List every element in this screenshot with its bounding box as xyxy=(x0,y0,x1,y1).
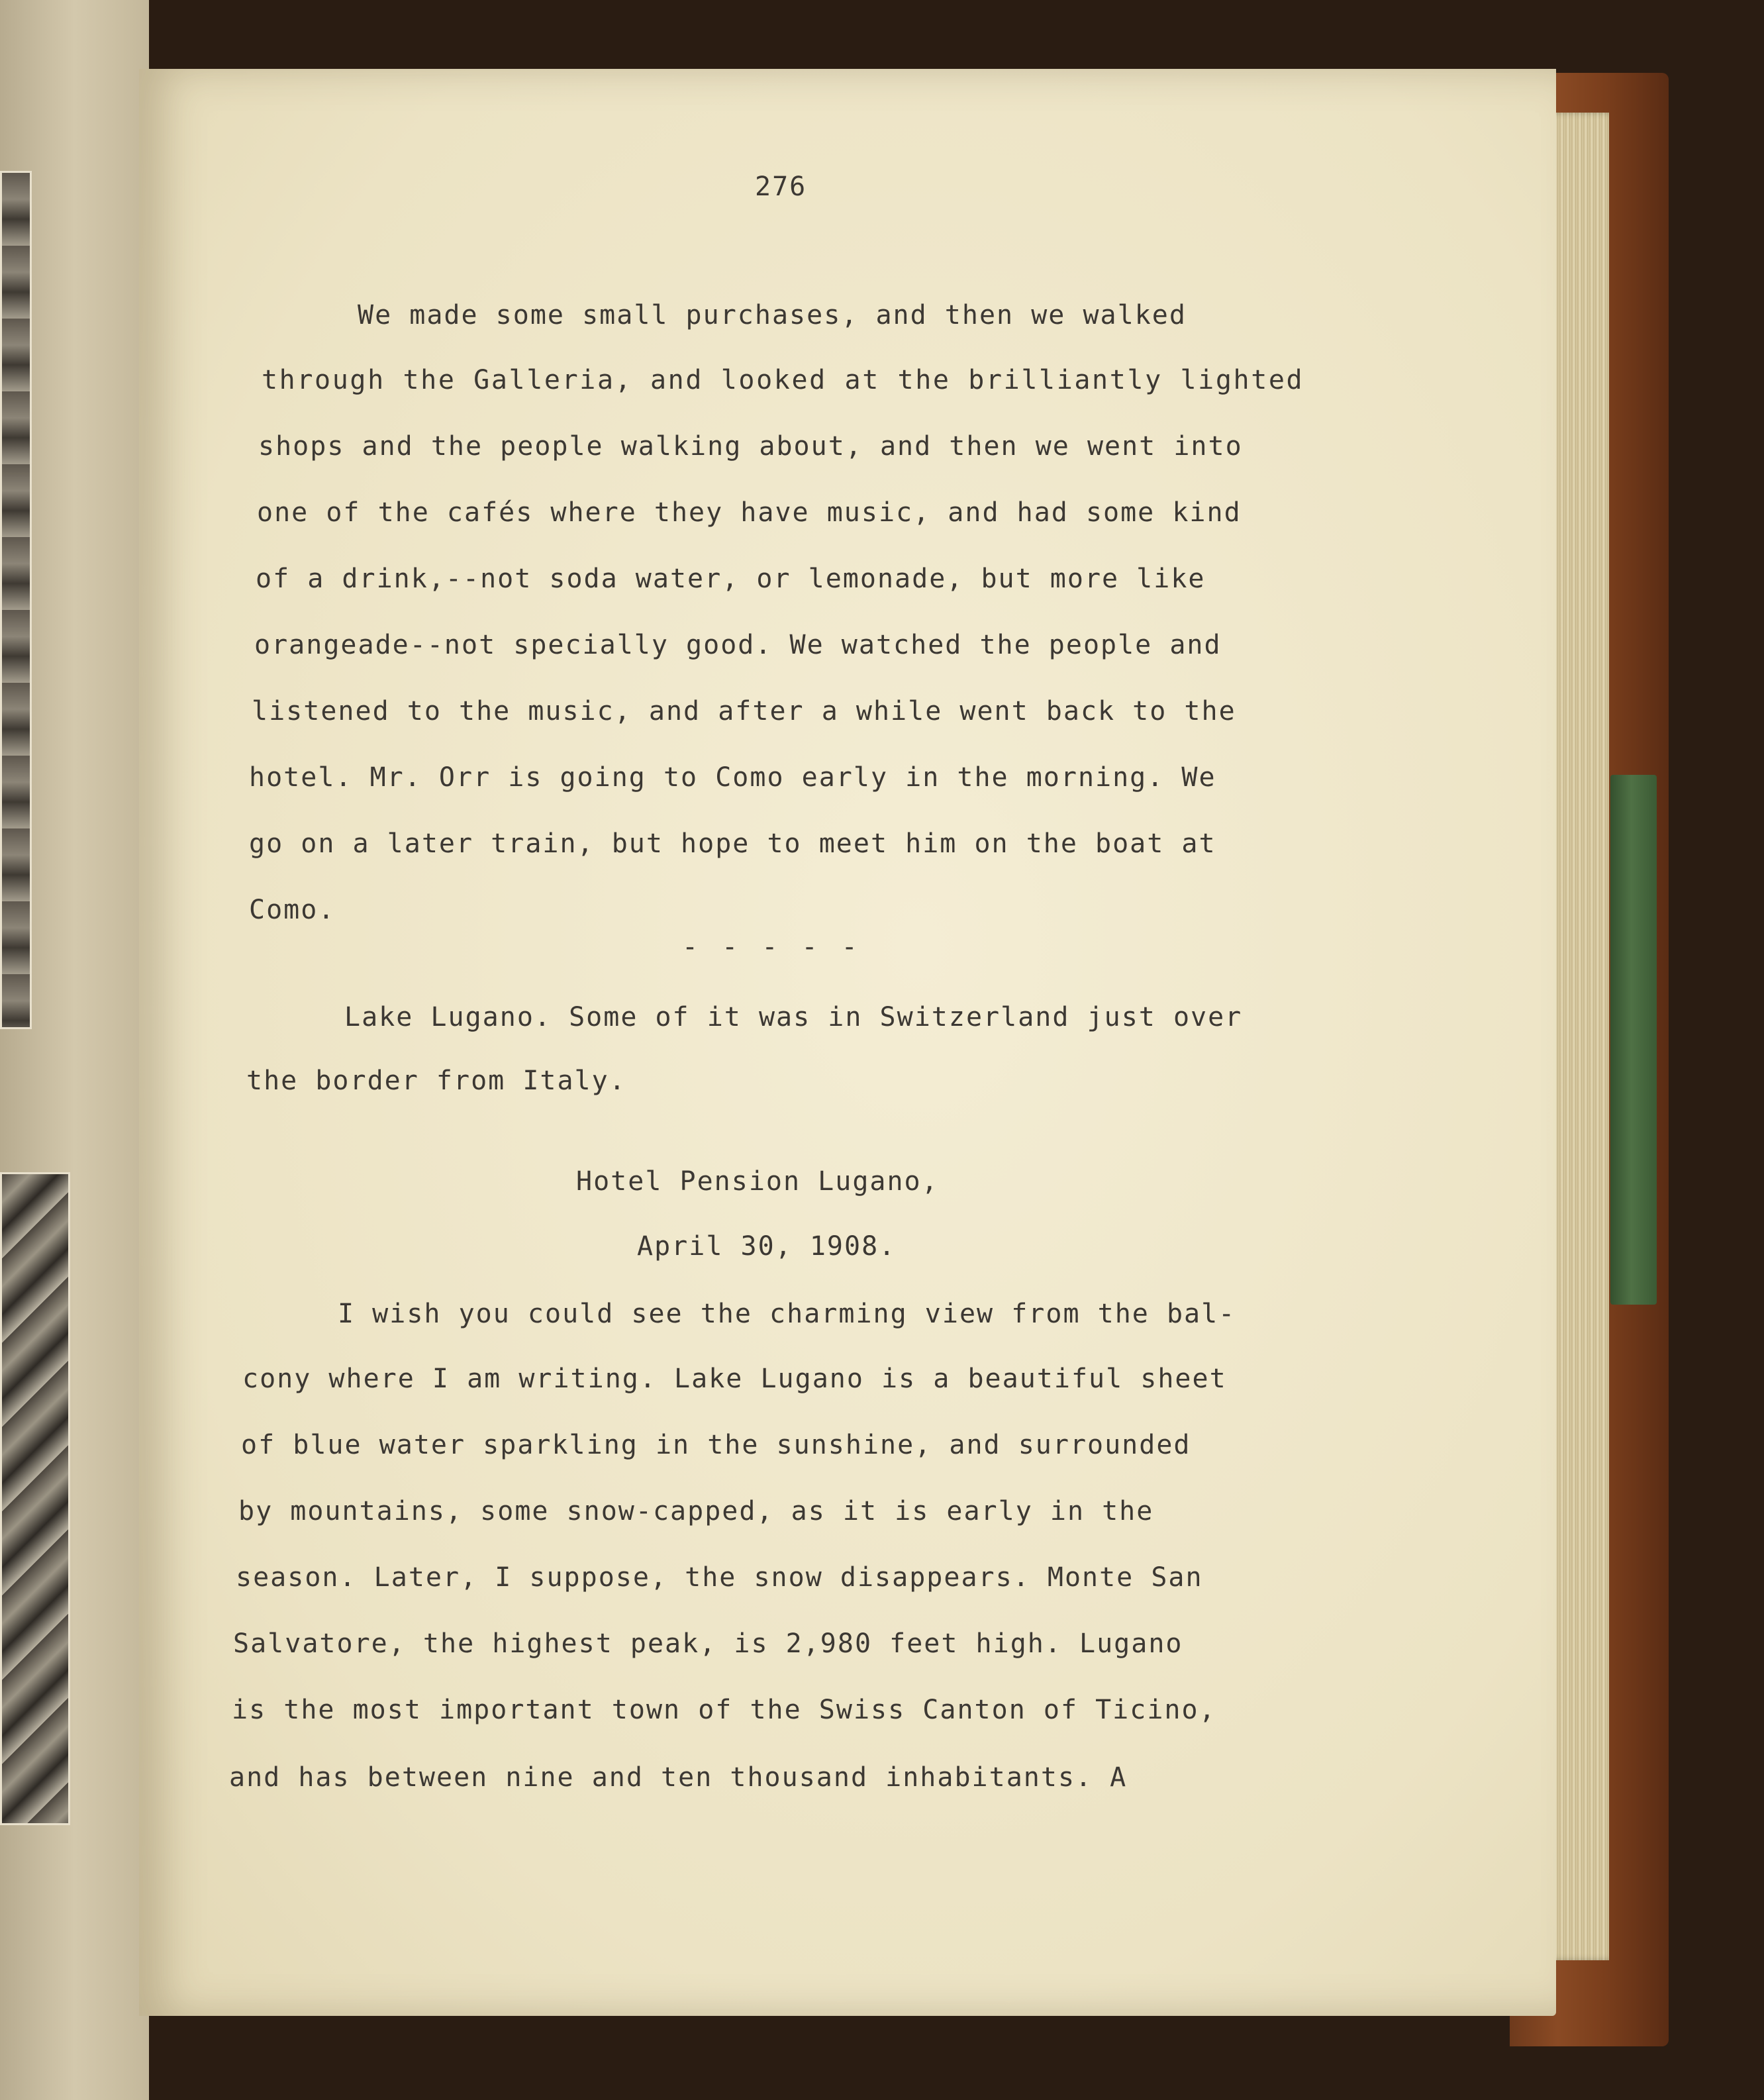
text-line: orangeade--not specially good. We watched the people and xyxy=(254,630,1222,660)
text-line: Salvatore, the highest peak, is 2,980 feet high. Lugano xyxy=(233,1628,1183,1659)
text-line: go on a later train, but hope to meet him on the boat at xyxy=(249,828,1216,859)
letter-date: April 30, 1908. xyxy=(637,1231,897,1262)
text-line: listened to the music, and after a while went back to the xyxy=(252,696,1236,726)
previous-page xyxy=(0,0,149,2100)
text-line: and has between nine and ten thousand inhabitants. A xyxy=(229,1762,1128,1793)
text-line: of a drink,--not soda water, or lemonade, but more like xyxy=(256,564,1206,594)
text-line: cony where I am writing. Lake Lugano is a beautiful sheet xyxy=(242,1364,1227,1394)
text-line: season. Later, I suppose, the snow disappears. Monte San xyxy=(236,1562,1203,1593)
photograph-top xyxy=(0,171,32,1029)
text-line: is the most important town of the Swiss Canton of Ticino, xyxy=(232,1695,1216,1725)
text-line: We made some small purchases, and then we walked xyxy=(358,300,1187,330)
text-line: Como. xyxy=(249,895,336,925)
text-line: I wish you could see the charming view from the bal- xyxy=(338,1299,1236,1329)
photograph-bottom xyxy=(0,1172,70,1825)
text-line: of blue water sparkling in the sunshine, and surrounded xyxy=(241,1430,1191,1460)
letter-place: Hotel Pension Lugano, xyxy=(576,1166,939,1197)
text-line: Lake Lugano. Some of it was in Switzerland just over xyxy=(344,1002,1243,1032)
text-line: hotel. Mr. Orr is going to Como early in the morning. We xyxy=(249,762,1216,793)
text-line: through the Galleria, and looked at the brilliantly lighted xyxy=(262,365,1304,395)
ribbon-bookmark xyxy=(1610,775,1657,1305)
section-divider: - - - - - xyxy=(682,932,861,962)
text-line: by mountains, some snow-capped, as it is early in the xyxy=(238,1496,1154,1526)
text-line: shops and the people walking about, and then we went into xyxy=(258,431,1243,462)
text-line: the border from Italy. xyxy=(246,1066,626,1096)
page-number: 276 xyxy=(755,172,807,202)
text-line: one of the cafés where they have music, and had some kind xyxy=(257,497,1242,528)
